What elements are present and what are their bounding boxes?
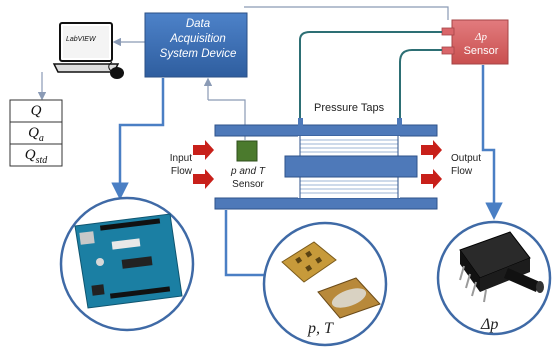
dp-sensor-word: Sensor	[463, 45, 499, 57]
dp-circle-label: Δp	[481, 316, 499, 333]
qstd-output-cell	[10, 144, 62, 166]
flow-channel	[215, 118, 437, 209]
input-arrow-1	[193, 140, 214, 160]
qstd-symbol: Q	[24, 147, 36, 163]
pt-sensor-label	[219, 165, 277, 191]
dp-sensor-label	[455, 30, 507, 58]
daq-line-3: System Device	[159, 48, 237, 60]
labview-screen-text: LabVIEW	[66, 36, 96, 43]
q-output-cell	[10, 100, 62, 122]
pt-sensor-line-1: p and T	[231, 166, 265, 177]
dp-to-package-arrow	[483, 65, 494, 215]
qa-subscript: a	[38, 133, 44, 144]
qstd-subscript: std	[35, 155, 48, 166]
output-arrow-2	[421, 169, 442, 189]
output-arrow-1	[421, 140, 442, 160]
daq-to-arduino-arrow	[120, 78, 163, 195]
input-flow-line-1: Input	[169, 153, 192, 164]
daq-line-2: Acquisition	[170, 33, 226, 45]
output-flow-line-2: Flow	[451, 166, 473, 177]
pt-sensor-line-2: Sensor	[232, 179, 264, 190]
input-arrow-2	[193, 169, 214, 189]
qa-output-cell	[10, 122, 62, 144]
laptop-icon	[54, 23, 118, 72]
output-flow-label	[451, 152, 481, 178]
daq-line-1: Data	[185, 18, 211, 30]
pt-sensor-block	[237, 141, 257, 161]
pressure-taps-label: Pressure Taps	[314, 102, 385, 114]
dp-port-bottom	[442, 47, 454, 54]
dp-to-daq-line	[244, 7, 448, 20]
output-flow-line-1: Output	[451, 153, 482, 164]
dp-port-top	[442, 28, 454, 35]
qa-symbol: Q	[28, 125, 39, 141]
tube-downstream	[400, 50, 442, 124]
pt-circle-label: p, T	[308, 320, 333, 337]
arduino-board-icon	[75, 214, 182, 308]
daq-device-label	[150, 17, 246, 62]
q-symbol: Q	[30, 103, 42, 119]
dp-sensor-symbol: Δp	[475, 31, 487, 43]
input-flow-line-2: Flow	[170, 166, 192, 177]
input-flow-label	[164, 152, 192, 178]
